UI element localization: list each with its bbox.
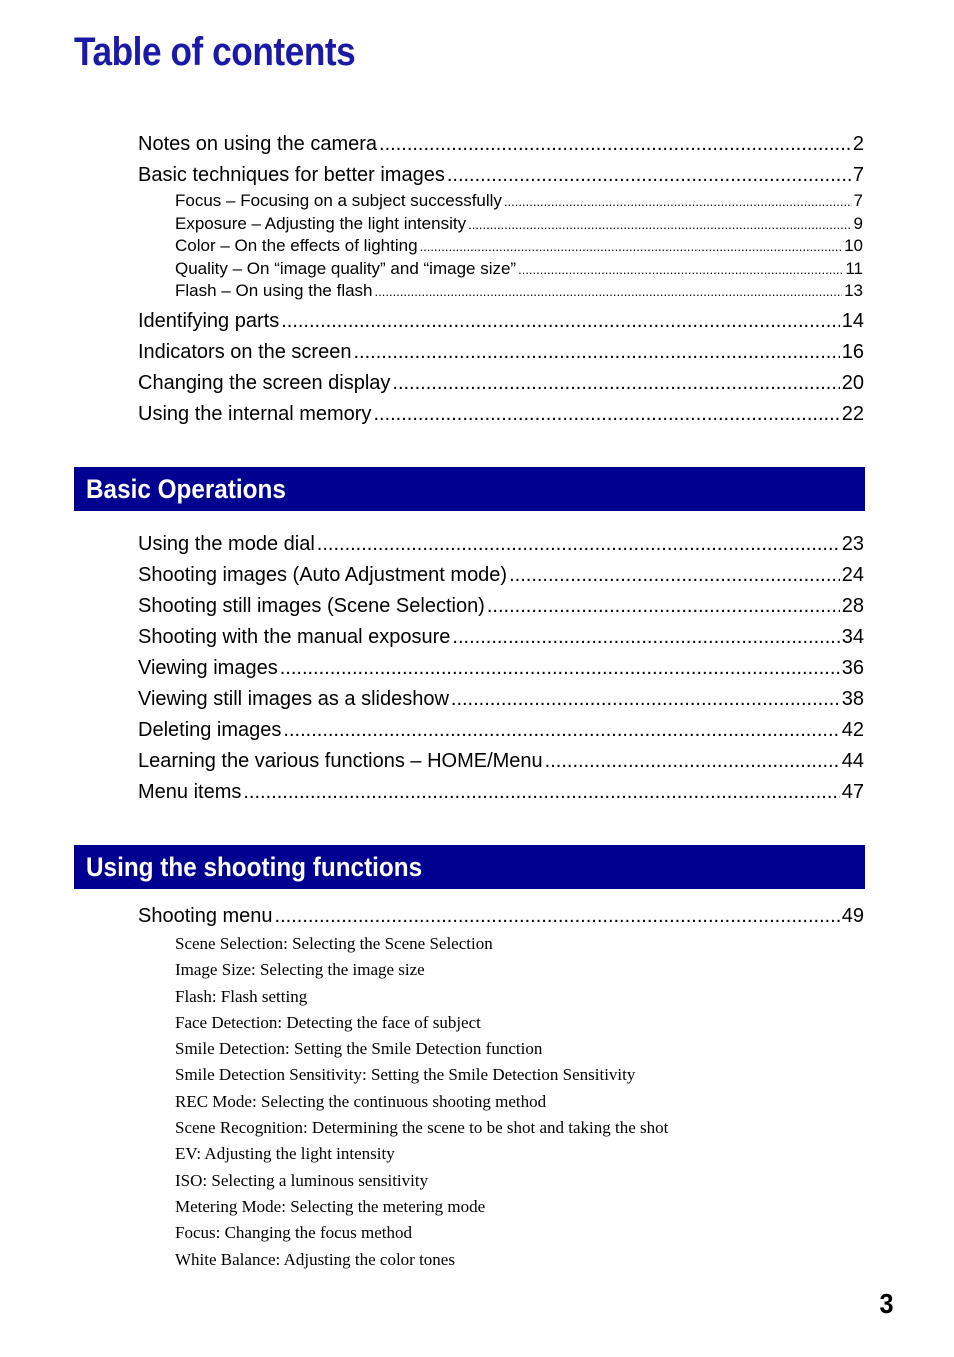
toc-leader: [487, 591, 840, 622]
toc-subentry-label: Exposure – Adjusting the light intensity: [175, 213, 467, 233]
toc-leader: [509, 560, 840, 591]
toc-entry-page: 14: [841, 310, 864, 332]
toc-leader: [280, 653, 840, 684]
toc-entry-label: Identifying parts: [138, 310, 280, 332]
toc-entry-page: 44: [841, 750, 864, 772]
toc-entry[interactable]: [138, 529, 864, 560]
toc-leader: [353, 337, 839, 368]
toc-entry-page: 7: [852, 164, 864, 186]
toc-leader: [504, 191, 852, 213]
toc-leader: [392, 368, 839, 399]
toc-leader: [545, 746, 840, 777]
toc-entry-label: Viewing images: [138, 657, 278, 679]
section-header-basic-operations: [74, 467, 865, 511]
toc-entry-label: Shooting images (Auto Adjustment mode): [138, 564, 508, 586]
toc-leader: [317, 529, 840, 560]
toc-intro-list-continued: [138, 306, 864, 430]
toc-subentry-label: Color – On the effects of lighting: [175, 236, 418, 255]
toc-entry-label: Viewing still images as a slideshow: [138, 688, 449, 710]
toc-entry-label: Deleting images: [138, 719, 282, 741]
toc-entry-page: 36: [841, 657, 864, 679]
toc-entry[interactable]: [138, 399, 864, 430]
toc-subentry[interactable]: [175, 190, 863, 213]
toc-entry-page: 24: [841, 564, 864, 586]
toc-leader: [243, 777, 839, 808]
toc-leader: [275, 901, 840, 932]
toc-subentry-page: 9: [853, 213, 863, 233]
toc-entry-label: Using the internal memory: [138, 403, 372, 425]
toc-subentry[interactable]: Metering Mode: Selecting the metering mode: [175, 1196, 486, 1216]
toc-entry-label: Shooting with the manual exposure: [138, 626, 451, 648]
toc-entry[interactable]: [138, 160, 864, 191]
toc-subentry[interactable]: ISO: Selecting a luminous sensitivity: [175, 1170, 429, 1190]
toc-subentry-page: 13: [844, 281, 863, 300]
toc-entry[interactable]: [138, 746, 864, 777]
toc-leader: [281, 306, 840, 337]
toc-leader: [452, 622, 839, 653]
toc-leader: [468, 214, 851, 236]
toc-entry[interactable]: [138, 306, 864, 337]
toc-entry[interactable]: [138, 715, 864, 746]
toc-entry[interactable]: [138, 368, 864, 399]
toc-subentry-label: Flash – On using the flash: [175, 281, 373, 300]
toc-subentry[interactable]: [175, 235, 863, 258]
toc-subentry[interactable]: Flash: Flash setting: [175, 986, 308, 1006]
toc-entry-page: 20: [841, 372, 864, 394]
toc-subentry[interactable]: Smile Detection Sensitivity: Setting the Smile Detection Sensitivity: [175, 1065, 636, 1085]
toc-entry[interactable]: [138, 653, 864, 684]
toc-entry-label: Shooting menu: [138, 905, 273, 927]
section-title: Using the shooting functions: [86, 852, 423, 882]
toc-leader: [451, 684, 840, 715]
toc-intro-list: [138, 129, 864, 191]
toc-leader: [379, 129, 851, 160]
section-header-shooting-functions: [74, 845, 865, 889]
toc-entry-page: 16: [841, 341, 864, 363]
toc-entry[interactable]: [138, 901, 864, 932]
toc-entry-page: 42: [841, 719, 864, 741]
toc-entry[interactable]: [138, 622, 864, 653]
toc-leader: [518, 259, 843, 281]
toc-entry-page: 23: [841, 533, 864, 555]
toc-entry-label: Changing the screen display: [138, 372, 391, 394]
page-title: Table of contents: [74, 30, 356, 74]
toc-entry-label: Using the mode dial: [138, 533, 315, 555]
toc-entry-label: Learning the various functions – HOME/Menu: [138, 750, 543, 772]
toc-entry-page: 22: [841, 403, 864, 425]
toc-entry-label: Indicators on the screen: [138, 341, 352, 363]
toc-leader: [375, 281, 843, 303]
toc-subentry[interactable]: [175, 280, 863, 303]
toc-leader: [447, 160, 851, 191]
toc-technique-sublist: [138, 190, 864, 303]
toc-subentry[interactable]: Focus: Changing the focus method: [175, 1223, 413, 1243]
toc-entry-label: Shooting still images (Scene Selection): [138, 595, 485, 617]
section-title: Basic Operations: [86, 474, 286, 504]
toc-entry[interactable]: [138, 777, 864, 808]
toc-entry[interactable]: [138, 684, 864, 715]
toc-subentry-page: 10: [844, 236, 863, 255]
toc-subentry-page: 11: [845, 258, 863, 278]
toc-basic-operations-list: [138, 529, 864, 808]
toc-subentry[interactable]: Face Detection: Detecting the face of subject: [175, 1012, 481, 1032]
toc-subentry[interactable]: Image Size: Selecting the image size: [175, 960, 425, 980]
toc-entry-page: 28: [841, 595, 864, 617]
toc-subentry[interactable]: Scene Selection: Selecting the Scene Selection: [175, 934, 493, 953]
toc-subentry[interactable]: Scene Recognition: Determining the scene to be shot and taking the shot: [175, 1118, 669, 1138]
toc-leader: [283, 715, 839, 746]
toc-entry-label: Basic techniques for better images: [138, 164, 445, 186]
toc-subentry[interactable]: [175, 258, 863, 281]
toc-subentry-label: Focus – Focusing on a subject successfully: [175, 191, 502, 210]
toc-subentry[interactable]: [175, 213, 863, 236]
toc-leader: [420, 236, 843, 258]
toc-subentry[interactable]: Smile Detection: Setting the Smile Detection function: [175, 1039, 543, 1059]
toc-entry[interactable]: [138, 337, 864, 368]
toc-entry[interactable]: [138, 560, 864, 591]
toc-entry-label: Notes on using the camera: [138, 133, 378, 155]
toc-entry-page: 38: [841, 688, 864, 710]
toc-entry[interactable]: [138, 591, 864, 622]
toc-subentry-label: Quality – On “image quality” and “image size”: [175, 258, 517, 278]
toc-entry-label: Menu items: [138, 781, 242, 803]
toc-leader: [373, 399, 839, 430]
toc-entry-page: 2: [852, 133, 864, 155]
toc-entry-page: 47: [841, 781, 864, 803]
toc-subentry-page: 7: [853, 191, 863, 210]
toc-subentry[interactable]: White Balance: Adjusting the color tones: [175, 1249, 455, 1269]
toc-entry[interactable]: [138, 129, 864, 160]
toc-shooting-functions-list: [138, 901, 864, 932]
toc-entry-page: 49: [841, 905, 864, 927]
toc-entry-page: 34: [841, 626, 864, 648]
page-number: 3: [879, 1288, 894, 1319]
toc-subentry[interactable]: REC Mode: Selecting the continuous shooting method: [175, 1091, 547, 1111]
toc-shooting-menu-sublist: [138, 931, 864, 1273]
toc-subentry[interactable]: EV: Adjusting the light intensity: [175, 1144, 395, 1164]
